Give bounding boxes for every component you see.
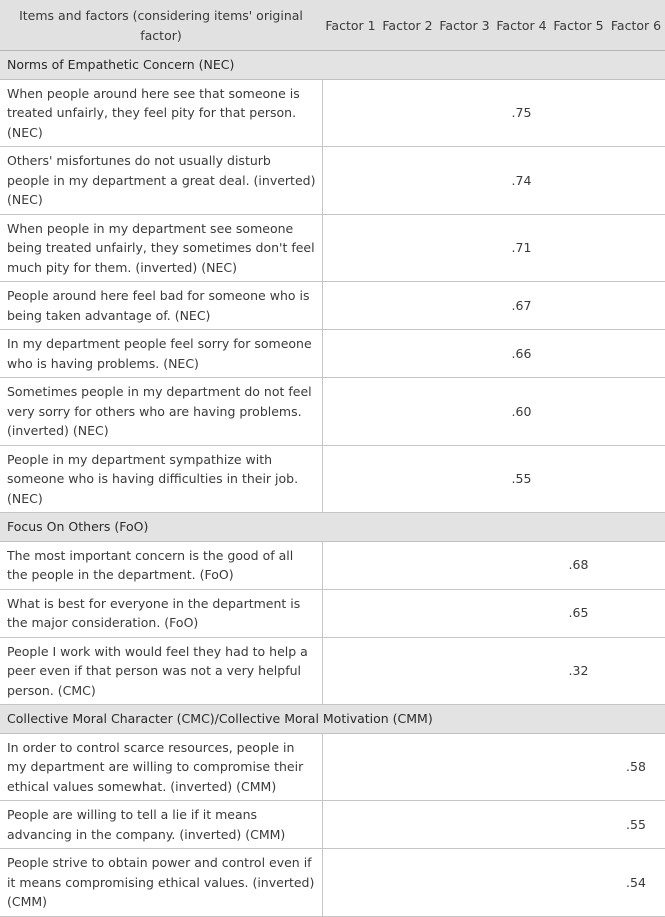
factor-3-loading: [436, 801, 493, 849]
item-text: When people around here see that someone is treated unfairly, they feel pity for that person. (NEC): [0, 79, 322, 147]
item-text: Others' misfortunes do not usually disturb people in my department a great deal. (inverted) (NEC): [0, 147, 322, 215]
factor-6-loading: [607, 378, 665, 446]
factor-6-loading: [607, 445, 665, 513]
table-row: [0, 733, 665, 801]
factor-2-loading: [379, 147, 436, 215]
factor-1-loading: [322, 282, 379, 330]
factor-4-loading: .60: [493, 378, 550, 446]
factor-5-loading: [550, 147, 607, 215]
item-text: People strive to obtain power and control even if it means compromising ethical values. (inverted) (CMM): [0, 849, 322, 917]
section-row: [0, 513, 665, 542]
section-title: Collective Moral Character (CMC)/Collective Moral Motivation (CMM): [0, 705, 665, 734]
item-text: Sometimes people in my department do not feel very sorry for others who are having problems. (inverted) (NEC): [0, 378, 322, 446]
item-text: People around here feel bad for someone who is being taken advantage of. (NEC): [0, 282, 322, 330]
factor-2-loading: [379, 733, 436, 801]
factor-1-loading: [322, 637, 379, 705]
factor-6-loading: [607, 147, 665, 215]
factor-3-loading: [436, 282, 493, 330]
factor-3-loading: [436, 589, 493, 637]
factor-4-loading: [493, 849, 550, 917]
section-title: Focus On Others (FoO): [0, 513, 665, 542]
factor-5-loading: [550, 214, 607, 282]
factor-6-loading: .58: [607, 733, 665, 801]
factor-2-loading: [379, 378, 436, 446]
item-text: What is best for everyone in the department is the major consideration. (FoO): [0, 589, 322, 637]
factor-1-loading: [322, 849, 379, 917]
factor-5-loading: .68: [550, 541, 607, 589]
factor-5-loading: [550, 801, 607, 849]
table-row: [0, 541, 665, 589]
factor-4-loading: .74: [493, 147, 550, 215]
factor-1-loading: [322, 378, 379, 446]
factor-1-loading: [322, 733, 379, 801]
factor-6-loading: [607, 330, 665, 378]
factor-1-loading: [322, 801, 379, 849]
factor-3-loading: [436, 637, 493, 705]
factor-6-loading: [607, 214, 665, 282]
factor-6-loading: [607, 282, 665, 330]
item-text: The most important concern is the good of all the people in the department. (FoO): [0, 541, 322, 589]
factor-2-loading: [379, 589, 436, 637]
item-text: When people in my department see someone being treated unfairly, they sometimes don't feel much pity for them. (inverted) (NEC): [0, 214, 322, 282]
factor-3-loading: [436, 733, 493, 801]
factor-5-loading: [550, 330, 607, 378]
table-row: [0, 214, 665, 282]
factor-4-loading: .55: [493, 445, 550, 513]
header-row: [0, 0, 665, 51]
factor-1-loading: [322, 147, 379, 215]
factor-2-loading: [379, 330, 436, 378]
table-row: [0, 445, 665, 513]
factor-5-loading: [550, 849, 607, 917]
factor-4-loading: .66: [493, 330, 550, 378]
factor-3-loading: [436, 330, 493, 378]
factor-2-loading: [379, 79, 436, 147]
section-row: [0, 51, 665, 80]
table-header: [0, 0, 665, 51]
factor-5-loading: [550, 445, 607, 513]
factor-4-loading: .71: [493, 214, 550, 282]
factor-1-header: Factor 1: [322, 0, 379, 51]
factor-6-loading: [607, 79, 665, 147]
factor-4-header: Factor 4: [493, 0, 550, 51]
factor-5-loading: [550, 733, 607, 801]
item-text: In my department people feel sorry for someone who is having problems. (NEC): [0, 330, 322, 378]
factor-5-loading: [550, 378, 607, 446]
factor-1-loading: [322, 79, 379, 147]
factor-3-loading: [436, 541, 493, 589]
table-row: [0, 378, 665, 446]
factor-4-loading: [493, 801, 550, 849]
factor-1-loading: [322, 214, 379, 282]
table-row: [0, 589, 665, 637]
table-row: [0, 849, 665, 917]
factor-4-loading: .67: [493, 282, 550, 330]
factor-3-header: Factor 3: [436, 0, 493, 51]
factor-6-loading: [607, 637, 665, 705]
factor-2-loading: [379, 282, 436, 330]
item-text: In order to control scarce resources, people in my department are willing to compromise their ethical values somewhat. (inverted) (CMM): [0, 733, 322, 801]
table-row: [0, 147, 665, 215]
factor-3-loading: [436, 214, 493, 282]
factor-4-loading: .75: [493, 79, 550, 147]
factor-6-loading: [607, 589, 665, 637]
factor-5-header: Factor 5: [550, 0, 607, 51]
factor-3-loading: [436, 79, 493, 147]
table-row: [0, 282, 665, 330]
factor-4-loading: [493, 733, 550, 801]
factor-2-loading: [379, 637, 436, 705]
factor-4-loading: [493, 637, 550, 705]
factor-1-loading: [322, 445, 379, 513]
section-row: [0, 705, 665, 734]
factor-5-loading: .32: [550, 637, 607, 705]
factor-2-loading: [379, 801, 436, 849]
factor-6-loading: .54: [607, 849, 665, 917]
section-title: Norms of Empathetic Concern (NEC): [0, 51, 665, 80]
item-text: People I work with would feel they had to help a peer even if that person was not a very helpful person. (CMC): [0, 637, 322, 705]
factor-6-header: Factor 6: [607, 0, 665, 51]
item-text: People are willing to tell a lie if it means advancing in the company. (inverted) (CMM): [0, 801, 322, 849]
factor-6-loading: .55: [607, 801, 665, 849]
table-row: [0, 330, 665, 378]
factor-5-loading: [550, 282, 607, 330]
item-text: People in my department sympathize with someone who is having difficulties in their job. (NEC): [0, 445, 322, 513]
factor-1-loading: [322, 330, 379, 378]
factor-3-loading: [436, 849, 493, 917]
factor-5-loading: .65: [550, 589, 607, 637]
factor-3-loading: [436, 445, 493, 513]
factor-2-header: Factor 2: [379, 0, 436, 51]
table-row: [0, 637, 665, 705]
table-row: [0, 801, 665, 849]
factor-2-loading: [379, 541, 436, 589]
factor-4-loading: [493, 589, 550, 637]
factor-5-loading: [550, 79, 607, 147]
item-column-header: Items and factors (considering items' original factor): [0, 0, 322, 51]
table-row: [0, 79, 665, 147]
factor-1-loading: [322, 541, 379, 589]
factor-2-loading: [379, 849, 436, 917]
factor-3-loading: [436, 378, 493, 446]
factor-2-loading: [379, 214, 436, 282]
factor-1-loading: [322, 589, 379, 637]
factor-3-loading: [436, 147, 493, 215]
factor-6-loading: [607, 541, 665, 589]
factor-4-loading: [493, 541, 550, 589]
table-body: [0, 51, 665, 917]
factor-2-loading: [379, 445, 436, 513]
